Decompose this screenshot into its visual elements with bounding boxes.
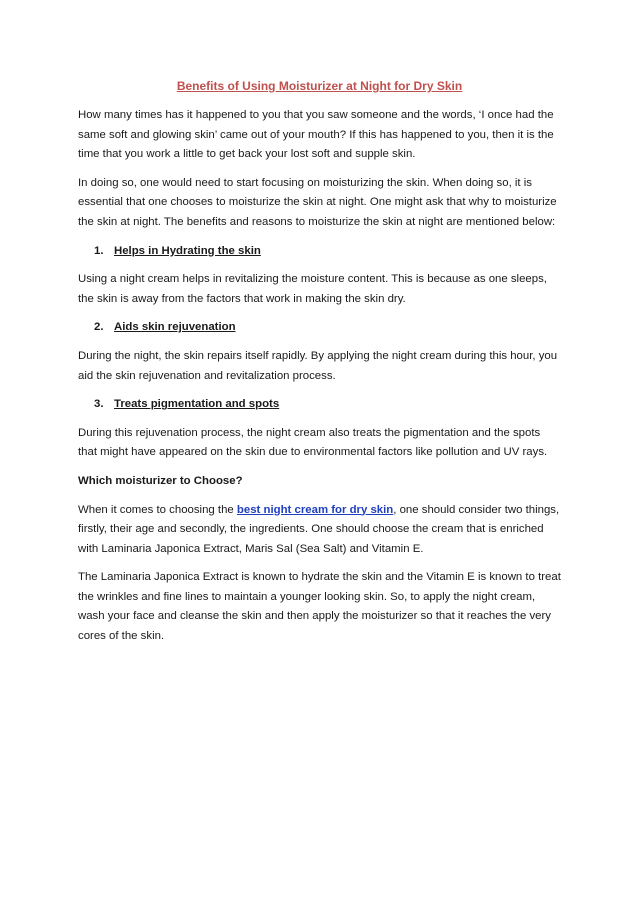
section-number-3: 3. — [94, 398, 104, 411]
section-body-3: During this rejuvenation process, the night cream also treats the pigmentation and the spots that might have appeared on the skin due to environmental factors like pollution and UV rays. — [78, 426, 548, 459]
section-heading-1 — [78, 242, 561, 262]
choose-paragraph — [78, 501, 561, 560]
section-number-1: 1. — [94, 244, 104, 257]
choose-heading: Which moisturizer to Choose? — [78, 474, 243, 487]
section-body-2: During the night, the skin repairs itself rapidly. By applying the night cream during this hour, you aid the skin rejuvenation and revitalization process. — [78, 349, 558, 382]
section-heading-3 — [78, 395, 561, 415]
section-title-1: Helps in Hydrating the skin — [114, 244, 261, 257]
section-body-1: Using a night cream helps in revitalizing the moisture content. This is because as one sleeps, the skin is away from the factors that work in making the skin dry. — [78, 273, 547, 305]
choose-text-after: , one should consider two things, firstly, their age and secondly, the ingredients. One should choose the cream that is enriched with Laminaria Japonica Extract, Maris Sal (Sea Salt) and Vitamin E. — [78, 503, 560, 555]
section-heading-2 — [78, 318, 561, 338]
intro-paragraph-2: In doing so, one would need to start focusing on moisturizing the skin. When doing so, it is essential that one chooses to moisturize the skin at night. One might ask that why to moisturize the skin at night. The benefits and reasons to moisturize the skin at night are mentioned below: — [78, 176, 557, 228]
section-title-2: Aids skin rejuvenation — [114, 321, 236, 334]
document-title: Benefits of Using Moisturizer at Night for Dry Skin — [176, 79, 463, 93]
intro-paragraph-1: How many times has it happened to you that you saw someone and the words, ‘I once had the same soft and glowing skin’ came out of your mouth? If this has happened to you, then it is the time that you work a little to get back your lost soft and supple skin. — [78, 109, 554, 161]
best-night-cream-link[interactable]: best night cream for dry skin — [236, 503, 394, 516]
section-title-3: Treats pigmentation and spots — [114, 398, 280, 411]
closing-paragraph: The Laminaria Japonica Extract is known to hydrate the skin and the Vitamin E is known to treat the wrinkles and fine lines to maintain a younger looking skin. So, to apply the night cream, wash your face and cleanse the skin and then apply the moisturizer so that it reaches the very cores of the skin. — [78, 571, 561, 643]
section-number-2: 2. — [94, 321, 104, 334]
choose-text-before: When it comes to choosing the — [78, 503, 237, 516]
